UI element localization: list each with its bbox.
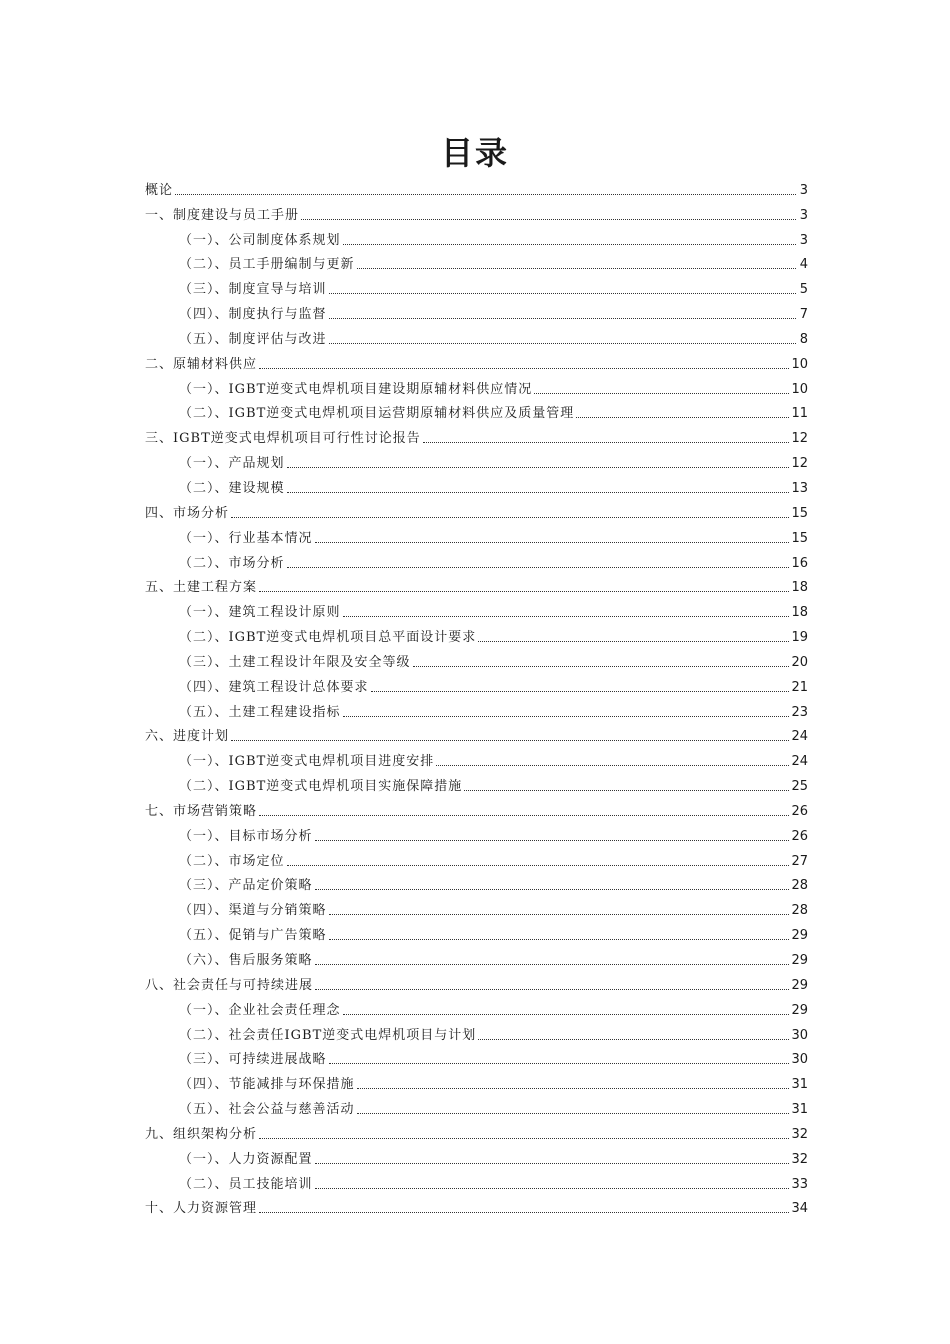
toc-dot-leader <box>301 219 796 220</box>
toc-entry[interactable] <box>145 845 808 870</box>
toc-dot-leader <box>343 244 796 245</box>
toc-page-number: 31 <box>791 1102 808 1118</box>
toc-page-number: 29 <box>791 977 808 993</box>
toc-dot-leader <box>423 442 790 443</box>
toc-dot-leader <box>259 1212 789 1213</box>
toc-page-number: 34 <box>791 1201 808 1217</box>
toc-dot-leader <box>329 293 796 294</box>
toc-entry[interactable] <box>145 1143 808 1168</box>
toc-page-number: 31 <box>791 1077 808 1093</box>
toc-entry-text: （三）、土建工程设计年限及安全等级 <box>179 654 411 670</box>
toc-page-number: 15 <box>791 530 808 546</box>
toc-page-number: 18 <box>791 605 808 621</box>
toc-list <box>145 174 808 1217</box>
toc-entry[interactable] <box>145 1168 808 1193</box>
toc-dot-leader <box>315 840 790 841</box>
toc-dot-leader <box>329 914 790 915</box>
toc-dot-leader <box>287 865 790 866</box>
toc-entry-text: （一）、IGBT逆变式电焊机项目建设期原辅材料供应情况 <box>179 381 533 397</box>
toc-entry-text: （五）、社会公益与慈善活动 <box>179 1102 355 1118</box>
toc-entry-text: （二）、IGBT逆变式电焊机项目总平面设计要求 <box>179 630 477 646</box>
toc-entry-text: （二）、员工手册编制与更新 <box>179 257 355 273</box>
toc-entry[interactable] <box>145 870 808 895</box>
toc-entry[interactable] <box>145 696 808 721</box>
toc-page-number: 30 <box>791 1027 808 1043</box>
toc-page-number: 16 <box>791 555 808 571</box>
toc-entry[interactable] <box>145 373 808 398</box>
toc-entry-text: （四）、节能减排与环保措施 <box>179 1077 355 1093</box>
toc-entry-text: （一）、行业基本情况 <box>179 530 313 546</box>
toc-entry[interactable] <box>145 894 808 919</box>
toc-page-number: 18 <box>791 580 808 596</box>
toc-entry-text: （一）、建筑工程设计原则 <box>179 605 341 621</box>
toc-dot-leader <box>287 492 790 493</box>
toc-page-number: 12 <box>791 456 808 472</box>
toc-page-number: 21 <box>791 679 808 695</box>
toc-dot-leader <box>343 716 790 717</box>
toc-entry-text: （二）、市场分析 <box>179 555 285 571</box>
toc-dot-leader <box>287 567 790 568</box>
toc-entry[interactable] <box>145 298 808 323</box>
toc-entry-text: （二）、IGBT逆变式电焊机项目运营期原辅材料供应及质量管理 <box>179 406 575 422</box>
toc-entry-text: （三）、产品定价策略 <box>179 878 313 894</box>
toc-entry-text: 四、市场分析 <box>145 505 230 521</box>
toc-entry[interactable] <box>145 572 808 597</box>
toc-entry[interactable] <box>145 472 808 497</box>
toc-entry[interactable] <box>145 497 808 522</box>
toc-entry[interactable] <box>145 621 808 646</box>
toc-entry[interactable] <box>145 199 808 224</box>
toc-dot-leader <box>478 641 789 642</box>
toc-dot-leader <box>371 691 790 692</box>
toc-dot-leader <box>329 318 796 319</box>
toc-page-number: 8 <box>799 331 808 347</box>
toc-entry-text: （三）、制度宣导与培训 <box>179 282 327 298</box>
toc-dot-leader <box>357 1088 790 1089</box>
toc-entry[interactable] <box>145 1068 808 1093</box>
toc-entry[interactable] <box>145 721 808 746</box>
toc-entry-text: 七、市场营销策略 <box>145 803 258 819</box>
toc-entry-text: （一）、目标市场分析 <box>179 828 313 844</box>
toc-page-number: 24 <box>791 754 808 770</box>
toc-page-number: 11 <box>791 406 808 422</box>
toc-entry[interactable] <box>145 174 808 199</box>
toc-page-number: 12 <box>791 431 808 447</box>
toc-entry[interactable] <box>145 398 808 423</box>
toc-dot-leader <box>259 591 789 592</box>
toc-entry-text: 一、制度建设与员工手册 <box>145 207 300 223</box>
toc-entry-text: 九、组织架构分析 <box>145 1126 258 1142</box>
toc-entry[interactable] <box>145 671 808 696</box>
toc-entry-text: （四）、渠道与分销策略 <box>179 903 327 919</box>
toc-entry-text: （一）、公司制度体系规划 <box>179 232 341 248</box>
toc-dot-leader <box>357 1113 790 1114</box>
toc-entry[interactable] <box>145 770 808 795</box>
toc-entry-text: （一）、企业社会责任理念 <box>179 1002 341 1018</box>
toc-entry[interactable] <box>145 323 808 348</box>
toc-page-number: 28 <box>791 878 808 894</box>
toc-entry[interactable] <box>145 1044 808 1069</box>
toc-page-number: 3 <box>799 232 808 248</box>
toc-page-number: 26 <box>791 803 808 819</box>
toc-page-number: 33 <box>791 1176 808 1192</box>
toc-entry-text: （四）、建筑工程设计总体要求 <box>179 679 369 695</box>
toc-entry[interactable] <box>145 1193 808 1218</box>
toc-dot-leader <box>259 815 789 816</box>
toc-entry-text: （一）、产品规划 <box>179 456 285 472</box>
toc-entry-text: 三、IGBT逆变式电焊机项目可行性讨论报告 <box>145 431 421 447</box>
toc-entry-text: （二）、建设规模 <box>179 480 285 496</box>
toc-entry[interactable] <box>145 447 808 472</box>
toc-dot-leader <box>315 1188 790 1189</box>
toc-entry[interactable] <box>145 745 808 770</box>
toc-page-number: 32 <box>791 1126 808 1142</box>
toc-dot-leader <box>287 467 790 468</box>
toc-page-number: 4 <box>799 257 808 273</box>
toc-page-number: 3 <box>799 207 808 223</box>
toc-entry[interactable] <box>145 944 808 969</box>
toc-entry[interactable] <box>145 522 808 547</box>
toc-page-number: 3 <box>799 182 808 198</box>
toc-entry-text: （三）、可持续进展战略 <box>179 1052 327 1068</box>
toc-entry-text: （六）、售后服务策略 <box>179 953 313 968</box>
toc-dot-leader <box>259 368 789 369</box>
toc-page-number: 29 <box>791 1002 808 1018</box>
toc-entry[interactable] <box>145 969 808 994</box>
toc-entry-text: 概论 <box>145 182 174 198</box>
toc-entry-text: （四）、制度执行与监督 <box>179 307 327 323</box>
toc-page-number: 23 <box>791 704 808 720</box>
toc-entry[interactable] <box>145 547 808 572</box>
toc-entry-text: （一）、人力资源配置 <box>179 1151 313 1167</box>
toc-dot-leader <box>464 790 789 791</box>
toc-entry[interactable] <box>145 596 808 621</box>
page-title: 目录 <box>440 134 509 172</box>
toc-entry[interactable] <box>145 919 808 944</box>
toc-dot-leader <box>329 1063 790 1064</box>
toc-dot-leader <box>315 989 789 990</box>
toc-entry-text: 五、土建工程方案 <box>145 580 258 596</box>
toc-page-number: 24 <box>791 729 808 745</box>
toc-page-number: 25 <box>791 779 808 795</box>
toc-entry-text: 二、原辅材料供应 <box>145 356 258 372</box>
toc-entry[interactable] <box>145 249 808 274</box>
toc-page-number: 13 <box>791 480 808 496</box>
toc-entry-text: 八、社会责任与可持续进展 <box>145 977 314 993</box>
toc-dot-leader <box>357 268 796 269</box>
toc-entry[interactable] <box>145 1019 808 1044</box>
toc-entry[interactable] <box>145 994 808 1019</box>
toc-dot-leader <box>231 517 789 518</box>
toc-page-number: 28 <box>791 903 808 919</box>
toc-entry-text: （二）、IGBT逆变式电焊机项目实施保障措施 <box>179 779 463 795</box>
toc-dot-leader <box>478 1039 789 1040</box>
toc-dot-leader <box>413 666 790 667</box>
toc-entry-text: （五）、制度评估与改进 <box>179 331 327 347</box>
toc-entry-text: 六、进度计划 <box>145 729 230 745</box>
toc-page-number: 10 <box>791 356 808 372</box>
toc-page-number: 5 <box>799 282 808 298</box>
toc-entry[interactable] <box>145 1118 808 1143</box>
toc-entry-text: （一）、IGBT逆变式电焊机项目进度安排 <box>179 754 435 770</box>
toc-dot-leader <box>329 939 790 940</box>
toc-page-number: 7 <box>799 307 808 323</box>
toc-dot-leader <box>315 964 790 965</box>
toc-entry[interactable] <box>145 646 808 671</box>
toc-page-number: 32 <box>791 1151 808 1167</box>
toc-page-number: 26 <box>791 828 808 844</box>
toc-page-number: 15 <box>791 505 808 521</box>
toc-dot-leader <box>231 740 789 741</box>
toc-entry[interactable] <box>145 1093 808 1118</box>
toc-dot-leader <box>315 542 790 543</box>
toc-entry-text: （二）、员工技能培训 <box>179 1176 313 1192</box>
toc-page-number: 19 <box>791 630 808 646</box>
toc-page-number: 29 <box>791 953 808 968</box>
toc-page-number: 20 <box>791 654 808 670</box>
toc-entry[interactable] <box>145 795 808 820</box>
toc-page-number: 10 <box>791 381 808 397</box>
toc-dot-leader <box>343 616 790 617</box>
toc-entry-text: （二）、市场定位 <box>179 853 285 869</box>
toc-entry[interactable] <box>145 273 808 298</box>
toc-dot-leader <box>534 393 789 394</box>
toc-page-number: 29 <box>791 928 808 944</box>
toc-dot-leader <box>329 343 796 344</box>
toc-dot-leader <box>576 417 789 418</box>
toc-entry[interactable] <box>145 820 808 845</box>
toc-entry[interactable] <box>145 422 808 447</box>
toc-dot-leader <box>315 1163 790 1164</box>
toc-dot-leader <box>436 765 789 766</box>
toc-entry-text: （二）、社会责任IGBT逆变式电焊机项目与计划 <box>179 1027 477 1043</box>
toc-dot-leader <box>315 889 790 890</box>
toc-dot-leader <box>259 1138 789 1139</box>
toc-dot-leader <box>343 1014 790 1015</box>
toc-dot-leader <box>175 194 796 195</box>
toc-entry[interactable] <box>145 348 808 373</box>
toc-page-number: 27 <box>791 853 808 869</box>
toc-entry-text: （五）、促销与广告策略 <box>179 928 327 944</box>
toc-entry-text: （五）、土建工程建设指标 <box>179 704 341 720</box>
toc-page-number: 30 <box>791 1052 808 1068</box>
toc-entry[interactable] <box>145 224 808 249</box>
toc-entry-text: 十、人力资源管理 <box>145 1201 258 1217</box>
